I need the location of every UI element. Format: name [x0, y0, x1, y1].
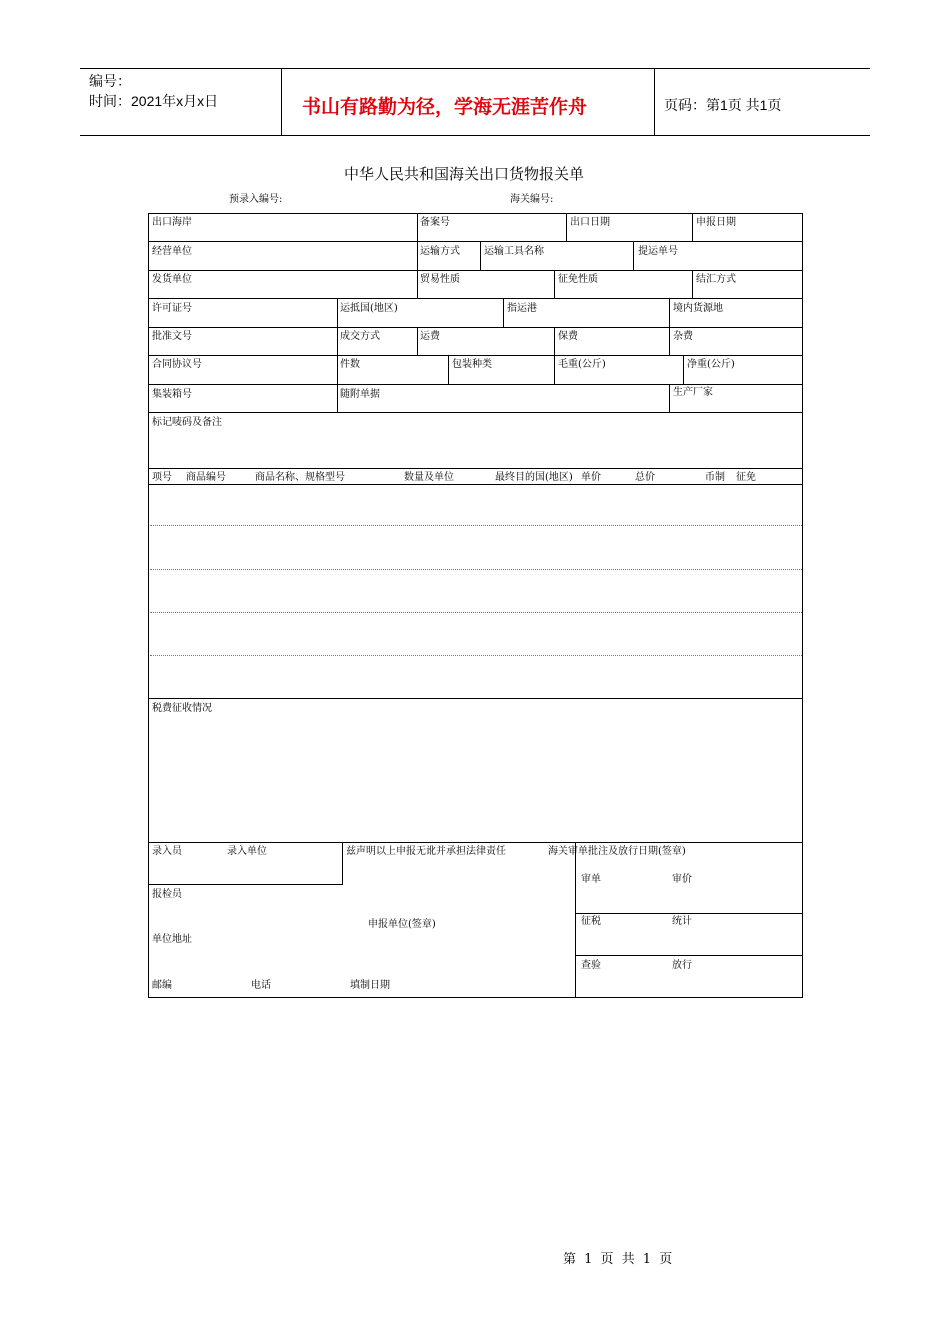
- license-number-label: 许可证号: [152, 303, 192, 314]
- inspect-label: 查验: [581, 960, 601, 971]
- deal-mode-label: 成交方式: [340, 331, 380, 342]
- operating-unit-label: 经营单位: [152, 246, 192, 257]
- gross-weight-label: 毛重(公斤): [558, 359, 606, 370]
- commodity-code-header: 商品编号: [186, 472, 226, 483]
- audit-price-label: 审价: [672, 874, 692, 885]
- declarant-label: 报检员: [152, 889, 182, 900]
- review-label: 审单: [581, 874, 601, 885]
- insurance-label: 保费: [558, 331, 578, 342]
- bill-number-label: 提运单号: [638, 246, 678, 257]
- header-top-rule: [80, 68, 870, 69]
- item-line: [150, 612, 802, 613]
- item-number-header: 项号: [152, 472, 172, 483]
- header-motto: 书山有路勤为径，学海无涯苦作舟: [302, 96, 588, 118]
- record-number-label: 备案号: [420, 217, 450, 228]
- domestic-source-label: 境内货源地: [673, 303, 723, 314]
- page-footer: 第 1 页 共 1 页: [563, 1252, 675, 1267]
- tax-status-label: 税费征收情况: [152, 703, 212, 714]
- consignor-label: 发货单位: [152, 274, 192, 285]
- item-line: [150, 655, 802, 656]
- commodity-name-header: 商品名称、规格型号: [255, 472, 345, 483]
- header-divider-left: [281, 68, 282, 136]
- trade-mode-label: 贸易性质: [420, 274, 460, 285]
- item-line: [150, 525, 802, 526]
- tax-collect-label: 征税: [581, 916, 601, 927]
- page-indicator: 页码：第1页 共1页: [664, 97, 782, 113]
- header-divider-right: [654, 68, 655, 136]
- unit-address-label: 单位地址: [152, 934, 192, 945]
- quantity-unit-header: 数量及单位: [404, 472, 454, 483]
- unit-price-header: 单价: [581, 472, 601, 483]
- approval-number-label: 批准文号: [152, 331, 192, 342]
- marks-remarks-label: 标记唛码及备注: [152, 417, 222, 428]
- total-price-header: 总价: [635, 472, 655, 483]
- manufacturer-label: 生产厂家: [673, 387, 713, 398]
- settlement-label: 结汇方式: [696, 274, 736, 285]
- document-number-label: 编号：: [89, 73, 131, 89]
- entry-clerk-label: 录入员: [152, 846, 182, 857]
- declaration-statement: 兹声明以上申报无讹并承担法律责任: [346, 846, 506, 857]
- phone-label: 电话: [251, 980, 271, 991]
- statistics-label: 统计: [672, 916, 692, 927]
- header-bottom-rule: [80, 135, 870, 136]
- attached-docs-label: 随附单据: [340, 389, 380, 400]
- vessel-name-label: 运输工具名称: [484, 246, 544, 257]
- package-type-label: 包装种类: [452, 359, 492, 370]
- pieces-label: 件数: [340, 359, 360, 370]
- entry-unit-label: 录入单位: [227, 846, 267, 857]
- destination-header: 最终目的国(地区): [495, 472, 573, 483]
- form-title: 中华人民共和国海关出口货物报关单: [344, 165, 585, 183]
- declare-date-label: 申报日期: [696, 217, 736, 228]
- declaring-unit-label: 申报单位(签章): [368, 919, 436, 930]
- tax-nature-label: 征免性质: [558, 274, 598, 285]
- customs-number-label: 海关编号:: [510, 194, 554, 205]
- transport-mode-label: 运输方式: [420, 246, 460, 257]
- contract-number-label: 合同协议号: [152, 359, 202, 370]
- fill-date-label: 填制日期: [350, 980, 390, 991]
- release-label: 放行: [672, 960, 692, 971]
- misc-fee-label: 杂费: [673, 331, 693, 342]
- net-weight-label: 净重(公斤): [687, 359, 735, 370]
- container-number-label: 集装箱号: [152, 389, 192, 400]
- pre-entry-number-label: 预录入编号:: [229, 194, 283, 205]
- destination-country-label: 运抵国(地区): [340, 303, 398, 314]
- freight-label: 运费: [420, 331, 440, 342]
- export-date-label: 出口日期: [570, 217, 610, 228]
- port-label: 指运港: [507, 303, 537, 314]
- postcode-label: 邮编: [152, 980, 172, 991]
- export-port-label: 出口海岸: [152, 217, 192, 228]
- exemption-header: 征免: [736, 472, 756, 483]
- document-time-label: 时间：2021年x月x日: [89, 93, 219, 109]
- item-line: [150, 569, 802, 570]
- currency-header: 币制: [705, 472, 725, 483]
- customs-approval-label: 海关审单批注及放行日期(签章): [548, 846, 686, 857]
